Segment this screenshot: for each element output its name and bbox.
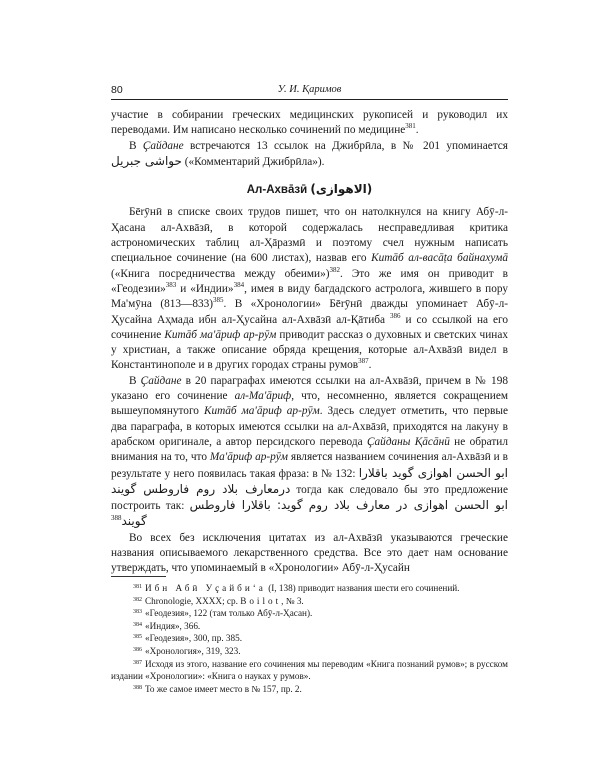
page-number: 80: [111, 84, 123, 96]
footnote-ref[interactable]: 387: [358, 357, 369, 366]
footnote-381: $^{381}$ Ибн Абӣ Уҫайбиʻа (I, 138) приводит названия шести его сочинений.: [133, 583, 460, 593]
header-rule: [111, 99, 508, 100]
footnote-rule: [111, 576, 166, 577]
running-header: [111, 84, 508, 100]
paragraph-5: Во всех без исключения цитатах из ал-Ахвāзӣ указываются греческие названия описываемого лекарственного средства. Все это дает нам основание утверждать, что упоминаемый в «Хронологии» Абӯ-л-Ҳусайн: [111, 531, 508, 575]
footnote-384: $^{384}$ «Индия», 366.: [133, 620, 201, 631]
footnote-ref[interactable]: 383: [165, 280, 177, 289]
body-text: [111, 108, 508, 577]
arabic-text: حواشی جبریل: [111, 153, 182, 168]
footnote-385: $^{385}$ «Геодезия», 300, пр. 385.: [133, 633, 242, 644]
footnotes: [111, 582, 508, 695]
footnote-ref[interactable]: 382: [329, 265, 340, 274]
footnote-388: $^{388}$ То же самое имеет место в № 157, пр. 2.: [133, 683, 302, 694]
section-heading: Ал-Ахвāзӣ (الاهوازى): [246, 182, 373, 197]
footnote-386: $^{386}$ «Хронология», 319, 323.: [133, 645, 241, 656]
footnote-ref[interactable]: 384: [233, 280, 245, 289]
footnote-387: $^{387}$ Исходя из этого, название его сочинения мы переводим «Книга познаний румов»; в русском издании «Хронологии»: «Книга о науках у румов».: [111, 658, 508, 682]
paragraph-2: В Ҫайдане встречаются 13 ссылок на Джибрӣла, в № 201 упоминается حواشی جبریل («Комментарий Джибрӣла»).: [111, 139, 509, 168]
footnote-ref[interactable]: 388: [111, 514, 122, 523]
footnote-382: $^{382}$ Chronologie, XXXX; ср. Boilot, № 3.: [133, 595, 304, 606]
footnote-ref[interactable]: 386: [389, 311, 401, 320]
arabic-quote-1: ابو الحسن اهوازى گويد باقلارا درمعارف بلاد روم فاروطس گويند: [111, 465, 508, 496]
footnote-383: $^{383}$ «Геодезия», 122 (там только Абӯ-л-Ҳасан).: [133, 608, 313, 619]
paragraph-1: участие в собирании греческих медицинских рукописей и руководил их переводами. Им написано несколько сочинений по медицине$^{381}$.: [111, 109, 508, 137]
arabic-quote-2: ابو الحسن اهوازى در معارف بلاد روم گويد: باقلارا فاروطس گويند: [121, 498, 508, 529]
paragraph-3: Бērӯнӣ в списке своих трудов пишет, что он натолкнулся на книгу Абӯ-л-Ҳасана ал-Ахвāзӣ, в которой содержалась несправедливая критика астрономических таблиц ал-Ҳāразмӣ и поэтому счел нужным написать специальное сочинение (на 600 листах), назвав его Китāб ал-васāṭа байнахумā («Книга посредничества между обеими»)$^{382}$. Это же имя он приводит в «Геодезии»$^{383}$ и «Индии»$^{384}$, имея в виду багдадского астролога, жившего в пору Ма'мӯна (813—833)$^{385}$. В «Хронологии» Бērӯнӣ дважды упоминает Абӯ-л-Ҳусайна Аҳмада ибн ал-Ҳусайна ал-Ахвāзӣ ал-Қāтиба $^{386}$ и со ссылкой на его сочинение Китāб ма'āриф ар-рӯм приводит рассказ о духовных и светских чинах у христиан, а также описание обряда крещения, которые ал-Ахвāзӣ видел в Константинополе и в других городах страны румов$^{387}$.: [111, 206, 508, 372]
heading-arabic: (الاهوازى): [310, 182, 373, 197]
footnote-ref[interactable]: 385: [213, 296, 224, 305]
paragraph-4: В Ҫайдане в 20 параграфах имеются ссылки на ал-Ахвāзӣ, причем в № 198 указано его сочинение ал-Ма'āриф, что, несомненно, является сокращением вышеупомянутого Китāб ма'āриф ар-рӯм. Здесь следует отметить, что первые два параграфа, в которых имеются ссылки на ал-Ахвāзӣ, приходятся на лакуну в арабском оригинале, а автор персидского перевода Ҫайданы Қāсāнӣ не обратил внимания на то, что Ма'āриф ар-рӯм является названием сочинения ал-Ахвāзӣ и в результате у него появилась такая фраза: в № 132: ابو الحسن اهوازى گويد باقلارا درمعارف بلاد روم فاروطس گويند тогда как следовало бы это предложение построить так: ابو الحسن اهوازى در معارف بلاد روم گويد: باقلارا فاروطس گويند$^{388}$: [111, 374, 509, 529]
footnote-ref[interactable]: 381: [405, 122, 416, 131]
running-head-author: У. И. Қаримов: [277, 84, 342, 95]
